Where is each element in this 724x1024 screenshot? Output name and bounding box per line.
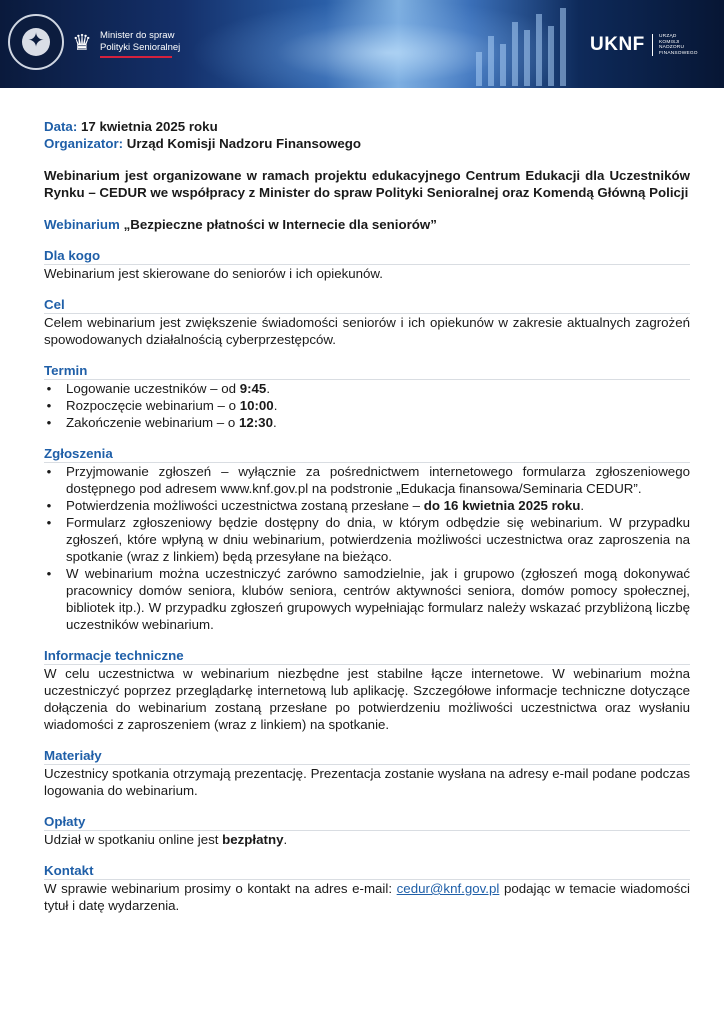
uknf-subtitle: URZĄD KOMISJI NADZORU FINANSOWEGO [659, 34, 698, 56]
ministry-line2: Polityki Senioralnej [100, 41, 181, 53]
list-item: • Rozpoczęcie webinarium – o 10:00. [66, 397, 690, 414]
list-item: • Zakończenie webinarium – o 12:30. [66, 414, 690, 431]
date-label: Data: [44, 119, 78, 134]
section-heading-cel: Cel [44, 296, 690, 314]
police-logo [8, 14, 64, 70]
list-item: • Przyjmowanie zgłoszeń – wyłącznie za pośrednictwem internetowego formularza zgłoszeniowego dostępnego pod adresem www.knf.gov.pl na podstronie „Edukacja finansowa/Seminaria CEDUR”. [66, 463, 690, 497]
section-text-dla-kogo: Webinarium jest skierowane do seniorów i ich opiekunów. [44, 266, 383, 281]
webinar-title: „Bezpieczne płatności w Internecie dla seniorów” [123, 217, 437, 232]
section-heading-dla-kogo: Dla kogo [44, 247, 690, 265]
organizer-label: Organizator: [44, 136, 124, 151]
section-heading-kontakt: Kontakt [44, 862, 690, 880]
webinar-label: Webinarium [44, 217, 120, 232]
termin-list [44, 380, 690, 431]
ministry-line1: Minister do spraw [100, 30, 175, 41]
uknf-divider [652, 34, 653, 56]
section-heading-zgloszenia: Zgłoszenia [44, 445, 690, 463]
section-heading-materialy: Materiały [44, 747, 690, 765]
section-heading-termin: Termin [44, 362, 690, 380]
section-text-materialy: Uczestnicy spotkania otrzymają prezentację. Prezentacja zostanie wysłana na adresy e-mail podane podczas logowania do webinarium. [44, 766, 690, 798]
webinar-title-line [44, 216, 690, 233]
list-item: • W webinarium można uczestniczyć zarówno samodzielnie, jak i grupowo (zgłoszeń mogą dokonywać pracownicy domów seniora, klubów seniora, centrów aktywności seniora, domów pomocy społecznej, bibliotek itp.). W przypadku zgłoszeń grupowych wypełniając formularz należy wskazać przybliżoną liczbę uczestników webinarium. [66, 565, 690, 633]
date-line [44, 118, 690, 135]
ministry-red-line [100, 56, 172, 58]
section-text-kontakt: W sprawie webinarium prosimy o kontakt na adres e-mail: cedur@knf.gov.pl podając w temacie wiadomości tytuł i datę wydarzenia. [44, 881, 691, 913]
intro-paragraph: Webinarium jest organizowane w ramach projektu edukacyjnego Centrum Edukacji dla Uczestników Rynku – CEDUR we współpracy z Minister do spraw Polityki Senioralnej oraz Komendą Główną Policji [44, 168, 690, 200]
eagle-emblem-icon: ♛ [72, 30, 92, 55]
section-heading-oplaty: Opłaty [44, 813, 690, 831]
date-value: 17 kwietnia 2025 roku [80, 119, 218, 134]
section-text-informacje: W celu uczestnictwa w webinarium niezbędne jest stabilne łącze internetowe. W webinarium można uczestniczyć poprzez przeglądarkę internetową lub aplikację. Szczegółowe informacje techniczne dotyczące dołączenia do webinarium zostaną przesłane po potwierdzeniu możliwości uczestnictwa oraz wysłaniu wiadomości z zaproszeniem (wraz z linkiem) na spotkanie. [44, 666, 690, 732]
star-icon: ✦ [27, 30, 45, 52]
organizer-value: Urząd Komisji Nadzoru Finansowego [126, 136, 361, 151]
list-item: • Logowanie uczestników – od 9:45. [66, 380, 690, 397]
organizer-line [44, 135, 690, 152]
section-heading-informacje: Informacje techniczne [44, 647, 690, 665]
banner-bars-graphic [470, 6, 580, 86]
document-body [44, 118, 690, 914]
ministry-logo-text [100, 30, 180, 58]
list-item: • Formularz zgłoszeniowy będzie dostępny do dnia, w którym odbędzie się webinarium. W przypadku zgłoszeń, które wpłyną w dniu webinarium, potwierdzenia możliwości uczestnictwa oraz zaproszenia na spotkanie (wraz z linkiem) będą przesyłane na bieżąco. [66, 514, 690, 565]
zgloszenia-list [44, 463, 690, 633]
event-meta [44, 118, 690, 152]
section-text-oplaty: Udział w spotkaniu online jest bezpłatny. [44, 832, 288, 847]
contact-email-link[interactable]: cedur@knf.gov.pl [396, 881, 500, 896]
header-banner [0, 0, 724, 88]
list-item: • Potwierdzenia możliwości uczestnictwa zostaną przesłane – do 16 kwietnia 2025 roku. [66, 497, 690, 514]
section-text-cel: Celem webinarium jest zwiększenie świadomości seniorów i ich opiekunów w zakresie aktualnych zagrożeń spowodowanych działalnością cyberprzestępców. [44, 315, 690, 347]
uknf-logo: UKNF [590, 34, 645, 55]
